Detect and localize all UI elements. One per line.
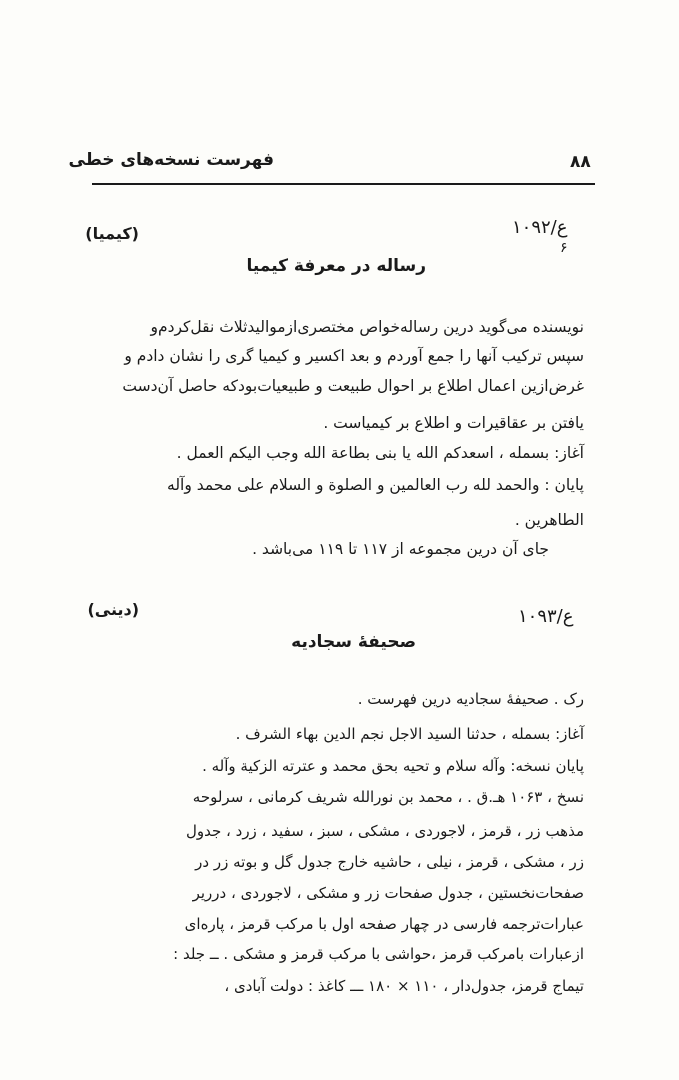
- entry2-line-7: صفحات‌نخستین ، جدول صفحات زر و مشکی ، لاجوردی ، دررير: [192, 884, 584, 902]
- entry1-title: رساله در معرفة کیمیا: [246, 256, 426, 276]
- entry1-line-3: غرض‌ازین اعمال اطلاع بر احوال طبیعت و طبیعیات‌بودکه حاصل آن‌دست: [122, 377, 584, 395]
- entry1-explicit-cont: الطاهرین .: [514, 511, 584, 529]
- entry2-line-4: نسخ ، ۱۰۶۳ هـ.ق . ، محمد بن نورالله شریف کرمانی ، سرلوحه: [192, 788, 584, 806]
- page-number: ۸۸: [570, 152, 591, 172]
- entry2-code: ۱۰۹۳/ع: [518, 606, 574, 627]
- entry2-line-6: زر ، مشکی ، قرمز ، نیلی ، حاشیه خارج جدول گل و بوته زر در: [195, 853, 584, 871]
- entry1-line-1: نویسنده می‌گوید درین رساله‌خواص مختصری‌ازمواليدثلاث نقل‌کردم‌و: [150, 318, 584, 336]
- header-rule: [92, 183, 595, 185]
- entry2-line-1: رک . صحیفهٔ سجادیه درین فهرست .: [357, 690, 584, 708]
- entry2-explicit: پایان نسخه: وآله سلام و تحیه بحق محمد و عترته الزکیة وآله .: [202, 757, 584, 775]
- entry1-line-4: یافتن بر عقاقیرات و اطلاع بر کیمیاست .: [323, 414, 584, 432]
- entry2-line-9: ازعبارات بامرکب قرمز ،حواشی با مرکب قرمز و مشکی . ــ جلد :: [173, 945, 584, 963]
- entry1-code-sub: ۶: [560, 240, 568, 256]
- entry2-line-5: مذهب زر ، قرمز ، لاجوردی ، مشکی ، سبز ، سفید ، زرد ، جدول: [185, 822, 584, 840]
- entry2-title: صحیفهٔ سجادیه: [291, 632, 416, 652]
- entry1-code: ۱۰۹۲/ع: [512, 217, 568, 238]
- entry2-line-10: تیماج قرمز، جدول‌دار ، ۱۱۰ × ۱۸۰ ـــ کاغذ : دولت آبادی ،: [224, 977, 584, 995]
- entry2-category: (دینی): [87, 600, 139, 619]
- entry2-incipit: آغاز: بسمله ، حدثنا السید الاجل نجم الدین بهاء الشرف .: [235, 725, 584, 743]
- entry1-explicit: پایان : والحمد لله رب العالمین و الصلوة و السلام علی محمد وآله: [167, 476, 584, 494]
- entry2-line-8: عبارات‌ترجمه فارسی در چهار صفحه اول با مرکب قرمز ، پاره‌ای: [184, 915, 584, 933]
- entry1-location: جای آن درین مجموعه از ۱۱۷ تا ۱۱۹ می‌باشد .: [252, 540, 549, 558]
- entry1-line-2: سپس ترکیب آنها را جمع آوردم و بعد اکسیر و کیمیا گری را نشان دادم و: [124, 347, 584, 365]
- entry1-incipit: آغاز: بسمله ، اسعدکم الله یا بنی بطاعة الله وجب الیکم العمل .: [176, 444, 584, 462]
- running-title: فهرست نسخه‌های خطی: [68, 150, 274, 170]
- entry1-category: (کیمیا): [85, 224, 139, 243]
